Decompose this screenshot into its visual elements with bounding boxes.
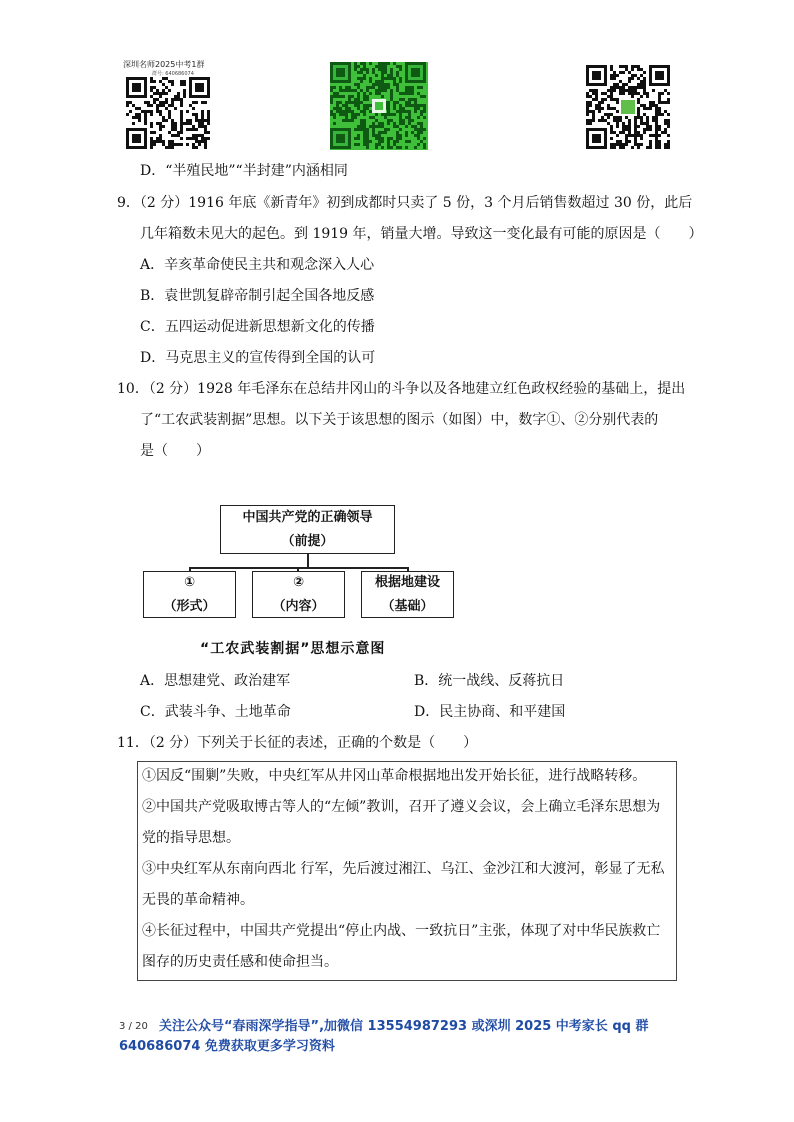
footer-promo-line1: 关注公众号“春雨深学指导”,加微信 13554987293 或深圳 2025 中考家长 qq 群 <box>159 1019 649 1034</box>
diagram-caption: “工农武装割据”思想示意图 <box>200 641 386 657</box>
diagram-connector-horizontal <box>189 567 409 569</box>
q9-option-a: A．辛亥革命使民主共和观念深入人心 <box>140 257 375 273</box>
footer-promo-line2: 640686074 免费获取更多学习资料 <box>119 1039 335 1054</box>
q10-stem-line1: 10．（2 分）1928 年毛泽东在总结井冈山的斗争以及各地建立红色政权经验的基础上，提出 <box>117 381 686 397</box>
diagram-connector-vertical <box>307 554 309 568</box>
qr-left-subcaption: 群号: 640686074 <box>152 71 194 77</box>
q11-statement-2-line1: ②中国共产党吸取博古等人的“左倾”教训，召开了遵义会议，会上确立毛泽东思想为 <box>142 799 661 815</box>
prev-question-option-d: D．“半殖民地”“半封建”内涵相同 <box>140 163 348 179</box>
q9-option-c: C．五四运动促进新思想新文化的传播 <box>140 319 375 335</box>
q10-stem-line3: 是（ ） <box>140 443 210 459</box>
q11-stem: 11．（2 分）下列关于长征的表述，正确的个数是（ ） <box>117 735 478 751</box>
diagram-box-leadership-note: （前提） <box>281 533 334 549</box>
q10-option-c: C．武装斗争、土地革命 <box>140 704 291 720</box>
q10-stem-line2: 了“工农武装割据”思想。以下关于该思想的图示（如图）中，数字①、②分别代表的 <box>140 412 659 428</box>
diagram-box-base <box>361 571 454 618</box>
q11-statement-1: ①因反“围剿”失败，中央红军从井冈山革命根据地出发开始长征，进行战略转移。 <box>142 768 647 784</box>
diagram-box-content-note: （内容） <box>272 598 325 614</box>
diagram-box-base-title: 根据地建设 <box>374 574 440 590</box>
diagram-box-leadership <box>220 505 395 554</box>
diagram-box-leadership-title: 中国共产党的正确领导 <box>242 509 373 525</box>
diagram-box-content-number: ② <box>292 574 304 590</box>
diagram-box-content <box>252 571 345 618</box>
diagram-box-base-note: （基础） <box>381 598 434 614</box>
diagram-box-form-note: （形式） <box>163 598 216 614</box>
wechat-qr-code-icon <box>330 62 428 150</box>
diagram-box-form-number: ① <box>183 574 195 590</box>
qr-left-caption: 深圳名师2025中考1群 <box>123 60 205 69</box>
q9-stem-line2: 几年箱数未见大的起色。到 1919 年，销量大增。导致这一变化最有可能的原因是（ ） <box>140 226 703 242</box>
q9-option-d: D．马克思主义的宣传得到全国的认可 <box>140 350 376 366</box>
q11-statement-3-line2: 无畏的革命精神。 <box>142 892 254 908</box>
qr-code-right-icon <box>586 65 670 149</box>
q10-option-a: A．思想建党、政治建军 <box>140 673 291 689</box>
q11-statement-4-line1: ④长征过程中，中国共产党提出“停止内战、一致抗日”主张，体现了对中华民族救亡 <box>142 923 661 939</box>
q10-option-b: B．统一战线、反蒋抗日 <box>414 673 565 689</box>
diagram-box-form <box>143 571 236 618</box>
q10-option-d: D．民主协商、和平建国 <box>414 704 566 720</box>
page-number: 3 / 20 <box>119 1021 148 1032</box>
q9-option-b: B．袁世凯复辟帝制引起全国各地反感 <box>140 288 375 304</box>
q11-statement-2-line2: 党的指导思想。 <box>142 830 240 846</box>
qr-code-left-icon <box>126 77 210 149</box>
q11-statement-3-line1: ③中央红军从东南向西北 行军，先后渡过湘江、乌江、金沙江和大渡河，彰显了无私 <box>142 861 665 877</box>
q11-statement-4-line2: 图存的历史责任感和使命担当。 <box>142 954 338 970</box>
q9-stem-line1: 9．（2 分）1916 年底《新青年》初到成都时只卖了 5 份，3 个月后销售数超过 30 份，此后 <box>117 195 693 211</box>
